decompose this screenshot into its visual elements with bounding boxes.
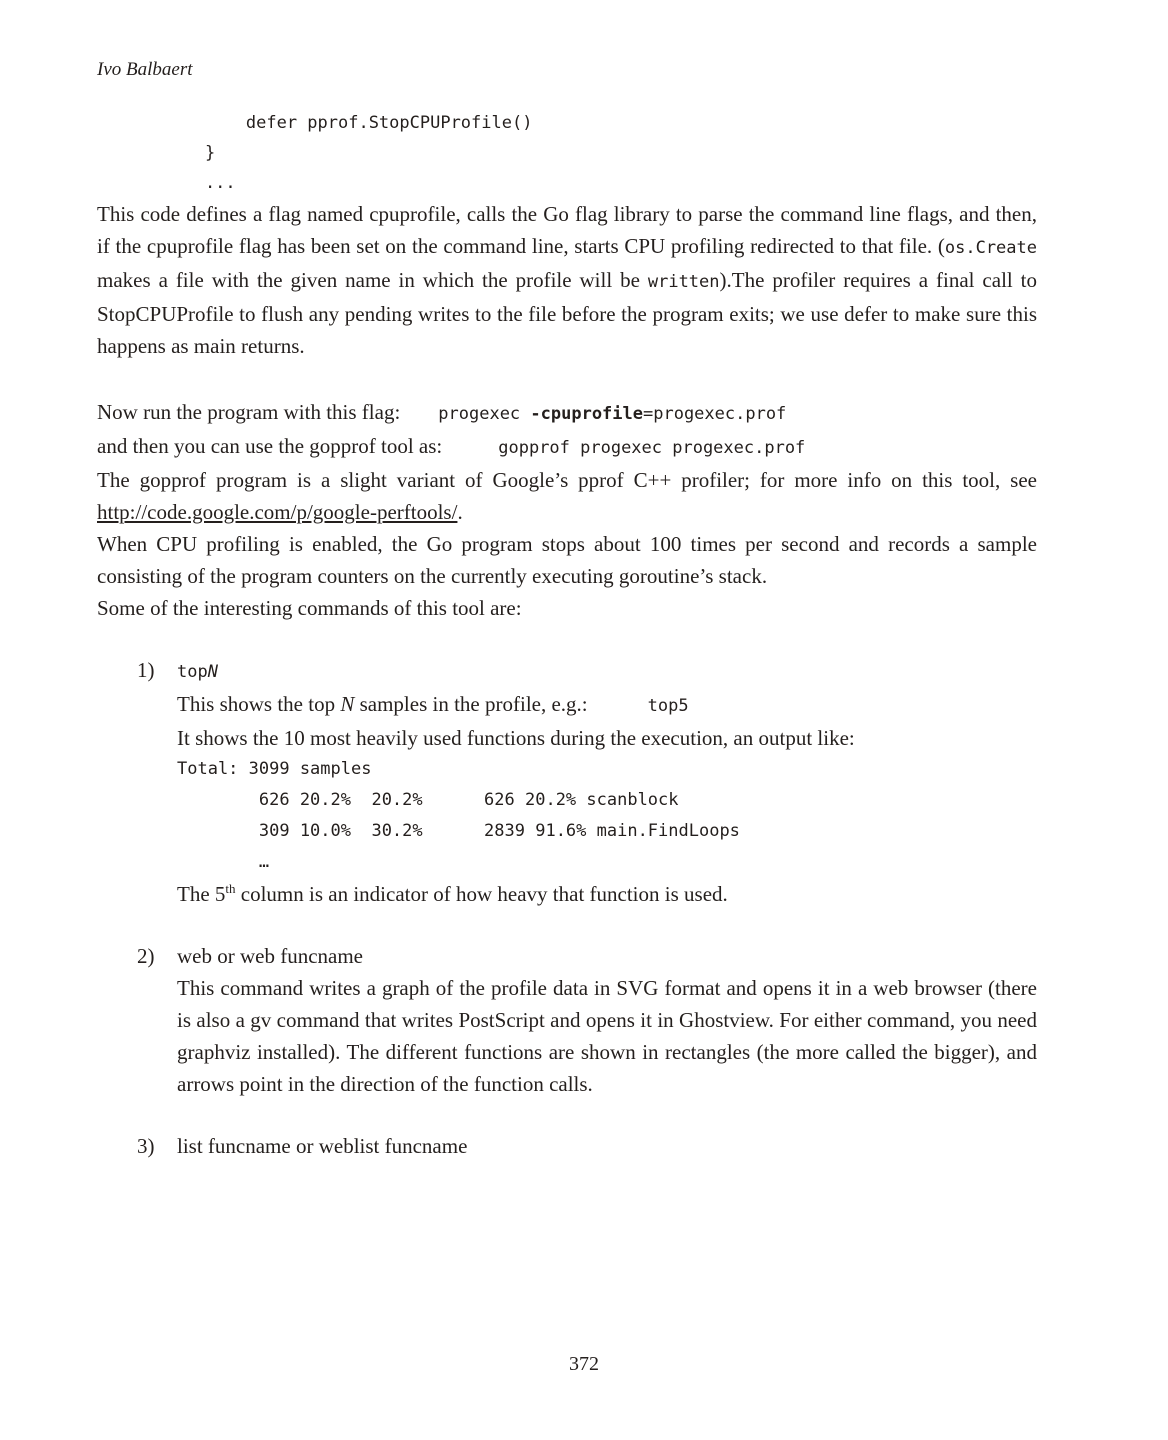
item-number: 3) — [137, 1134, 155, 1158]
code-block-top — [164, 108, 1037, 198]
paragraph-text: ).The profiler requires a final call to StopCPUProfile to flush any pending writes to the file before the program exits; we use defer to make sure this happens as main returns. — [97, 268, 1037, 358]
code-line: defer pprof.StopCPUProfile() — [164, 113, 533, 133]
inline-code-os-create: os.Create — [944, 238, 1037, 258]
run-flag-text: Now run the program with this flag: — [97, 400, 401, 424]
inline-code-written: written — [647, 272, 720, 292]
run-flag-command — [438, 404, 786, 424]
run-flag-line — [97, 396, 1037, 430]
note-text: The 5 — [177, 882, 226, 906]
paragraph-text: This code defines a flag named cpuprofile, calls the Go flag library to parse the command line flags, and then, if the cpuprofile flag has been set on the command line, starts CPU profiling redirected to that file. ( — [97, 202, 1037, 258]
paragraph-cpu-profiling-enabled: When CPU profiling is enabled, the Go program stops about 100 times per second and records a sample consisting of the program counters on the currently executing goroutine’s stack. — [97, 532, 1037, 588]
list-item-topn — [137, 654, 1037, 910]
note-text: column is an indicator of how heavy that function is used. — [235, 882, 728, 906]
gopprof-tool-line — [97, 430, 1037, 464]
paragraph-interesting-commands: Some of the interesting commands of this tool are: — [97, 596, 522, 620]
paragraph-cpuprofile-explanation — [97, 198, 1037, 362]
gopprof-command: gopprof progexec progexec.prof — [498, 438, 806, 458]
code-line: } — [164, 143, 216, 163]
web-command-description: This command writes a graph of the profile data in SVG format and opens it in a web browser (there is also a gv command that writes PostScript and opens it in Ghostview. For either command, you need graphviz installed). The different functions are shown in rectangles (the more called the bigger), and arrows point in the direction of the function calls. — [177, 976, 1037, 1096]
output-line: 309 10.0% 30.2% 2839 91.6% main.FindLoops — [177, 821, 740, 841]
item-number: 1) — [137, 658, 155, 682]
commands-list — [137, 654, 1037, 1162]
command-title-topn — [177, 654, 1037, 688]
command-flag-bold: -cpuprofile — [530, 404, 643, 424]
paragraph-text: makes a file with the given name in which the profile will be — [97, 268, 648, 292]
paragraph-text: . — [457, 500, 463, 524]
command-title-web: web or web funcname — [177, 944, 364, 968]
command-text: top — [177, 662, 208, 682]
gopprof-tool-text: and then you can use the gopprof tool as: — [97, 434, 443, 458]
item-number: 2) — [137, 944, 155, 968]
output-line: … — [177, 852, 270, 872]
topn-output-intro: It shows the 10 most heavily used functions during the execution, an output like: — [177, 726, 855, 750]
item-content — [177, 940, 1037, 1100]
description-text: This shows the top — [177, 692, 341, 716]
page-number: 372 — [569, 1353, 599, 1375]
item-content — [177, 654, 1037, 910]
item-content — [177, 1130, 1037, 1162]
list-item-web — [137, 940, 1037, 1100]
superscript-th: th — [225, 881, 236, 896]
google-perftools-link[interactable]: http://code.google.com/p/google-perftools/ — [97, 500, 458, 524]
list-item-list-funcname — [137, 1130, 1037, 1162]
output-line: Total: 3099 samples — [177, 759, 372, 779]
command-title-list-funcname: list funcname or weblist funcname — [177, 1134, 468, 1158]
sample-output-block — [177, 754, 1037, 878]
command-n-italic: N — [207, 662, 218, 682]
inline-code-top5: top5 — [647, 696, 689, 716]
code-line: ... — [164, 173, 236, 193]
paragraph-text: The gopprof program is a slight variant of Google’s pprof C++ profiler; for more info on this tool, see — [97, 468, 1037, 492]
paragraph-gopprof-variant — [97, 464, 1037, 528]
page-header-author: Ivo Balbaert — [97, 59, 193, 80]
command-text: progexec — [438, 404, 531, 424]
topn-description-line — [177, 688, 1037, 722]
command-text: =progexec.prof — [643, 404, 787, 424]
output-line: 626 20.2% 20.2% 626 20.2% scanblock — [177, 790, 679, 810]
description-text: samples in the profile, e.g.: — [354, 692, 588, 716]
n-italic: N — [340, 692, 355, 716]
fifth-column-note — [177, 878, 1037, 910]
